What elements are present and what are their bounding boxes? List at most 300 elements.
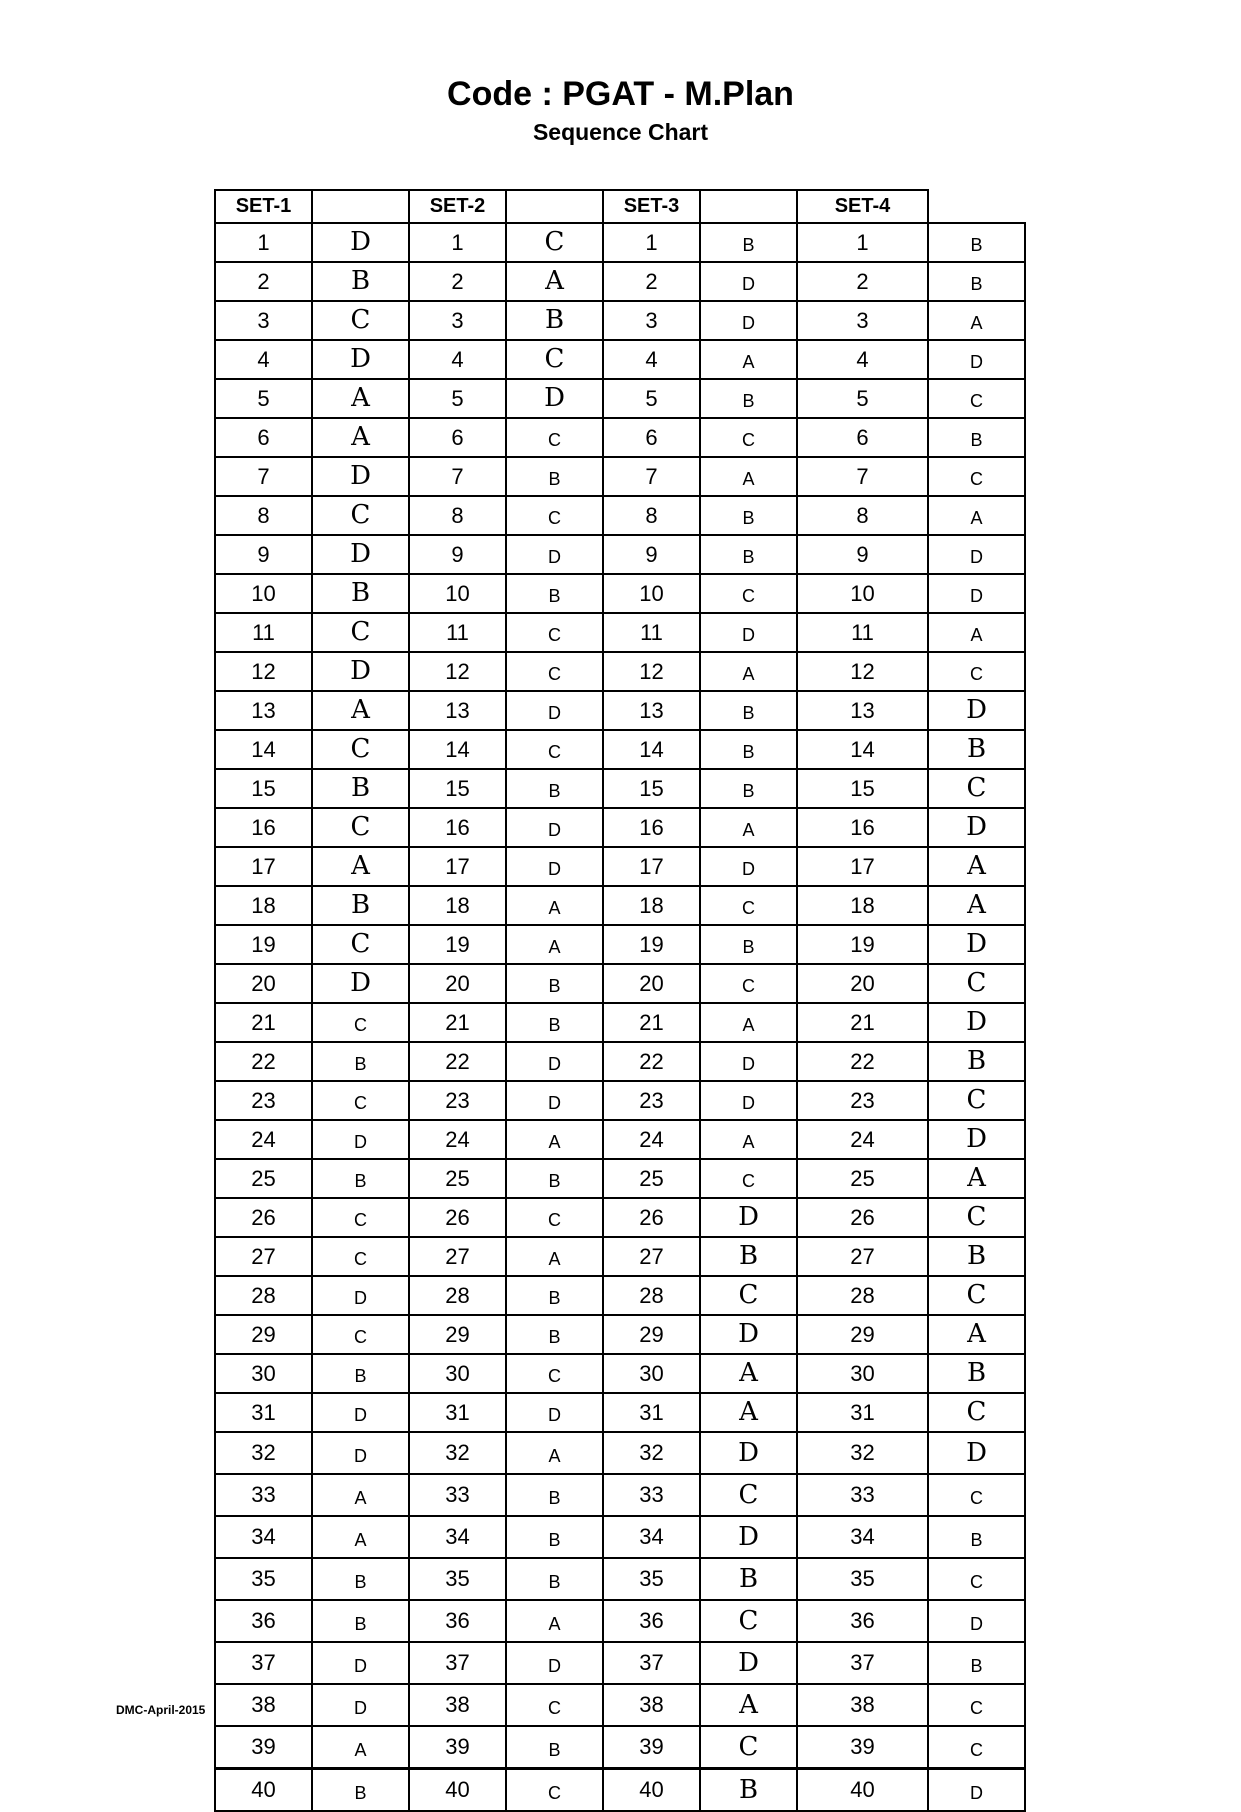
set-2-question-number: 10 [409, 574, 506, 613]
set-3-answer: B [700, 730, 797, 769]
set-2-header: SET-2 [409, 190, 506, 223]
table-row [215, 1432, 1025, 1474]
set-1-question-number: 25 [215, 1159, 312, 1198]
set-1-answer: C [312, 1315, 409, 1354]
set-2-question-number: 18 [409, 886, 506, 925]
set-2-answer: A [506, 1432, 603, 1474]
set-3-question-number: 39 [603, 1726, 700, 1769]
set-2-answer: B [506, 1315, 603, 1354]
set-1-answer: C [312, 1237, 409, 1276]
set-4-question-number: 38 [797, 1684, 928, 1726]
set-1-answer: B [312, 1600, 409, 1642]
set-3-answer: B [700, 925, 797, 964]
set-2-question-number: 24 [409, 1120, 506, 1159]
table-row [215, 1516, 1025, 1558]
set-1-answer: D [312, 535, 409, 574]
table-row [215, 1198, 1025, 1237]
set-3-question-number: 10 [603, 574, 700, 613]
set-4-question-number: 17 [797, 847, 928, 886]
set-3-question-number: 17 [603, 847, 700, 886]
set-3-question-number: 36 [603, 1600, 700, 1642]
set-1-answer: C [312, 496, 409, 535]
set-4-answer: D [928, 1003, 1025, 1042]
set-3-answer: A [700, 1354, 797, 1393]
set-2-answer: B [506, 574, 603, 613]
set-3-question-number: 4 [603, 340, 700, 379]
set-1-answer: A [312, 1474, 409, 1516]
set-3-question-number: 2 [603, 262, 700, 301]
set-4-question-number: 28 [797, 1276, 928, 1315]
set-3-question-number: 35 [603, 1558, 700, 1600]
set-2-answer: B [506, 769, 603, 808]
set-3-answer: A [700, 1393, 797, 1432]
page-subtitle: Sequence Chart [532, 119, 709, 145]
set-3-question-number: 25 [603, 1159, 700, 1198]
sequence-chart-table [214, 189, 1026, 1812]
set-1-answer: D [312, 1120, 409, 1159]
set-1-question-number: 35 [215, 1558, 312, 1600]
set-1-question-number: 2 [215, 262, 312, 301]
set-3-question-number: 6 [603, 418, 700, 457]
set-3-question-number: 30 [603, 1354, 700, 1393]
set-3-answer: D [700, 262, 797, 301]
set-2-answer: A [506, 886, 603, 925]
set-3-answer: D [700, 1081, 797, 1120]
table-row [215, 535, 1025, 574]
set-4-question-number: 10 [797, 574, 928, 613]
set-3-answer: A [700, 652, 797, 691]
set-1-answer: B [312, 886, 409, 925]
set-1-question-number: 33 [215, 1474, 312, 1516]
set-4-answer: A [928, 496, 1025, 535]
set-1-answer: B [312, 1769, 409, 1812]
set-2-question-number: 17 [409, 847, 506, 886]
set-1-header: SET-1 [215, 190, 312, 223]
set-2-answer: B [506, 1474, 603, 1516]
set-4-answer: A [928, 613, 1025, 652]
table-row [215, 925, 1025, 964]
set-4-question-number: 21 [797, 1003, 928, 1042]
table-row [215, 1120, 1025, 1159]
set-3-answer: A [700, 1120, 797, 1159]
table-row [215, 964, 1025, 1003]
table-row [215, 847, 1025, 886]
set-4-answer: A [928, 847, 1025, 886]
set-1-answer: D [312, 223, 409, 262]
set-4-answer: D [928, 1120, 1025, 1159]
set-2-question-number: 8 [409, 496, 506, 535]
set-4-question-number: 8 [797, 496, 928, 535]
set-2-answer: D [506, 691, 603, 730]
set-1-question-number: 17 [215, 847, 312, 886]
set-1-answer: A [312, 847, 409, 886]
set-3-question-number: 18 [603, 886, 700, 925]
set-1-answer: B [312, 1558, 409, 1600]
set-1-answer: D [312, 1684, 409, 1726]
table-row [215, 1600, 1025, 1642]
set-1-question-number: 37 [215, 1642, 312, 1684]
set-2-question-number: 1 [409, 223, 506, 262]
set-4-question-number: 23 [797, 1081, 928, 1120]
set-2-answer: B [506, 964, 603, 1003]
set-4-question-number: 26 [797, 1198, 928, 1237]
set-2-answer: D [506, 379, 603, 418]
set-3-question-number: 19 [603, 925, 700, 964]
set-1-answer: C [312, 808, 409, 847]
set-4-question-number: 24 [797, 1120, 928, 1159]
set-3-question-number: 33 [603, 1474, 700, 1516]
set-4-answer: A [928, 886, 1025, 925]
set-2-question-number: 28 [409, 1276, 506, 1315]
set-4-answer: C [928, 769, 1025, 808]
table-row [215, 1558, 1025, 1600]
set-1-question-number: 24 [215, 1120, 312, 1159]
set-1-question-number: 20 [215, 964, 312, 1003]
set-2-answer: D [506, 535, 603, 574]
set-1-answer: B [312, 574, 409, 613]
set-4-answer: C [928, 457, 1025, 496]
set-3-question-number: 15 [603, 769, 700, 808]
set-2-question-number: 6 [409, 418, 506, 457]
set-2-answer: D [506, 1393, 603, 1432]
set-1-answer: D [312, 964, 409, 1003]
set-2-answer: A [506, 925, 603, 964]
set-2-question-number: 30 [409, 1354, 506, 1393]
set-1-answer: A [312, 691, 409, 730]
set-3-answer: C [700, 574, 797, 613]
set-3-question-number: 23 [603, 1081, 700, 1120]
set-1-answer: D [312, 652, 409, 691]
set-1-question-number: 30 [215, 1354, 312, 1393]
set-4-answer: C [928, 379, 1025, 418]
set-3-answer: A [700, 457, 797, 496]
set-3-question-number: 40 [603, 1769, 700, 1812]
set-1-answer: D [312, 1276, 409, 1315]
set-1-question-number: 34 [215, 1516, 312, 1558]
set-2-answer: C [506, 1769, 603, 1812]
set-3-question-number: 38 [603, 1684, 700, 1726]
set-2-question-number: 5 [409, 379, 506, 418]
set-3-answer: D [700, 1315, 797, 1354]
set-2-answer: C [506, 496, 603, 535]
set-4-answer: B [928, 1042, 1025, 1081]
set-3-question-number: 1 [603, 223, 700, 262]
page-title: Code : PGAT - M.Plan [447, 75, 794, 113]
set-1-answer: D [312, 1642, 409, 1684]
set-2-answer: D [506, 1642, 603, 1684]
set-1-question-number: 4 [215, 340, 312, 379]
set-3-answer-header [700, 190, 797, 223]
set-3-question-number: 8 [603, 496, 700, 535]
set-3-answer: B [700, 769, 797, 808]
set-2-question-number: 19 [409, 925, 506, 964]
set-1-question-number: 9 [215, 535, 312, 574]
set-1-answer: C [312, 925, 409, 964]
set-3-answer: D [700, 847, 797, 886]
set-4-answer: B [928, 730, 1025, 769]
set-1-answer: A [312, 418, 409, 457]
set-2-question-number: 32 [409, 1432, 506, 1474]
set-4-question-number: 34 [797, 1516, 928, 1558]
table-row [215, 769, 1025, 808]
set-2-question-number: 9 [409, 535, 506, 574]
footer-code: DMC-April-2015 [116, 1703, 206, 1717]
set-2-answer: B [506, 1516, 603, 1558]
set-4-answer: C [928, 1393, 1025, 1432]
set-1-question-number: 1 [215, 223, 312, 262]
table-row [215, 730, 1025, 769]
set-2-question-number: 31 [409, 1393, 506, 1432]
set-4-answer: D [928, 691, 1025, 730]
set-2-question-number: 3 [409, 301, 506, 340]
set-2-question-number: 34 [409, 1516, 506, 1558]
set-2-answer: C [506, 730, 603, 769]
set-3-answer: C [700, 1159, 797, 1198]
set-3-question-number: 27 [603, 1237, 700, 1276]
set-4-question-number: 12 [797, 652, 928, 691]
set-3-answer: B [700, 1237, 797, 1276]
set-3-answer: D [700, 301, 797, 340]
table-row [215, 262, 1025, 301]
table-row [215, 574, 1025, 613]
set-2-question-number: 40 [409, 1769, 506, 1812]
set-3-answer: C [700, 1600, 797, 1642]
table-row [215, 1003, 1025, 1042]
set-1-question-number: 15 [215, 769, 312, 808]
set-4-question-number: 16 [797, 808, 928, 847]
set-3-answer: B [700, 496, 797, 535]
set-1-answer: C [312, 730, 409, 769]
set-2-question-number: 13 [409, 691, 506, 730]
set-2-answer: B [506, 1003, 603, 1042]
table-row [215, 418, 1025, 457]
set-2-question-number: 33 [409, 1474, 506, 1516]
set-4-question-number: 22 [797, 1042, 928, 1081]
set-2-answer: B [506, 457, 603, 496]
set-2-question-number: 35 [409, 1558, 506, 1600]
set-4-answer: D [928, 925, 1025, 964]
set-4-question-number: 37 [797, 1642, 928, 1684]
set-1-answer: C [312, 1198, 409, 1237]
table-row [215, 1684, 1025, 1726]
table-row [215, 1474, 1025, 1516]
set-1-question-number: 11 [215, 613, 312, 652]
set-4-answer: A [928, 1159, 1025, 1198]
set-4-answer: D [928, 808, 1025, 847]
set-3-answer: B [700, 535, 797, 574]
set-3-question-number: 37 [603, 1642, 700, 1684]
set-1-question-number: 21 [215, 1003, 312, 1042]
set-4-question-number: 6 [797, 418, 928, 457]
set-2-question-number: 4 [409, 340, 506, 379]
set-4-question-number: 30 [797, 1354, 928, 1393]
set-1-question-number: 40 [215, 1769, 312, 1812]
set-4-answer: C [928, 1684, 1025, 1726]
table-row [215, 652, 1025, 691]
set-2-answer: D [506, 808, 603, 847]
set-1-answer: C [312, 613, 409, 652]
set-3-question-number: 26 [603, 1198, 700, 1237]
set-2-question-number: 22 [409, 1042, 506, 1081]
set-2-answer: C [506, 1198, 603, 1237]
set-4-answer: D [928, 574, 1025, 613]
set-1-question-number: 12 [215, 652, 312, 691]
table-row [215, 1315, 1025, 1354]
set-2-question-number: 37 [409, 1642, 506, 1684]
set-4-question-number: 13 [797, 691, 928, 730]
set-4-question-number: 36 [797, 1600, 928, 1642]
set-2-answer: D [506, 1081, 603, 1120]
table-row [215, 1159, 1025, 1198]
set-3-answer: B [700, 379, 797, 418]
set-4-question-number: 29 [797, 1315, 928, 1354]
set-2-question-number: 23 [409, 1081, 506, 1120]
set-1-question-number: 18 [215, 886, 312, 925]
set-2-answer: D [506, 847, 603, 886]
set-4-answer-header [928, 190, 1025, 223]
set-4-answer: B [928, 1642, 1025, 1684]
set-2-answer: C [506, 223, 603, 262]
set-1-question-number: 39 [215, 1726, 312, 1769]
set-1-answer: C [312, 1003, 409, 1042]
set-2-question-number: 26 [409, 1198, 506, 1237]
table-row [215, 886, 1025, 925]
set-1-question-number: 32 [215, 1432, 312, 1474]
set-4-question-number: 7 [797, 457, 928, 496]
set-3-answer: C [700, 1276, 797, 1315]
table-row [215, 1042, 1025, 1081]
set-4-question-number: 35 [797, 1558, 928, 1600]
set-1-question-number: 36 [215, 1600, 312, 1642]
table-row [215, 301, 1025, 340]
set-2-answer: A [506, 1120, 603, 1159]
set-1-question-number: 29 [215, 1315, 312, 1354]
set-1-question-number: 19 [215, 925, 312, 964]
set-3-answer: A [700, 1003, 797, 1042]
set-3-question-number: 16 [603, 808, 700, 847]
set-1-answer: D [312, 1393, 409, 1432]
set-1-question-number: 10 [215, 574, 312, 613]
table-row [215, 613, 1025, 652]
set-3-answer: C [700, 1474, 797, 1516]
set-4-answer: A [928, 301, 1025, 340]
set-2-answer: C [506, 613, 603, 652]
set-3-question-number: 20 [603, 964, 700, 1003]
set-4-answer: C [928, 1558, 1025, 1600]
set-1-question-number: 23 [215, 1081, 312, 1120]
set-3-question-number: 34 [603, 1516, 700, 1558]
set-1-answer: B [312, 1354, 409, 1393]
set-4-answer: D [928, 535, 1025, 574]
set-1-answer: D [312, 340, 409, 379]
set-3-question-number: 29 [603, 1315, 700, 1354]
set-3-answer: C [700, 1726, 797, 1769]
set-2-answer: B [506, 301, 603, 340]
set-4-answer: C [928, 1726, 1025, 1769]
set-3-answer: D [700, 1042, 797, 1081]
set-1-answer: C [312, 301, 409, 340]
set-4-answer: C [928, 1474, 1025, 1516]
set-3-answer: C [700, 418, 797, 457]
set-1-question-number: 16 [215, 808, 312, 847]
set-4-answer: D [928, 1432, 1025, 1474]
set-1-answer: A [312, 1516, 409, 1558]
set-2-question-number: 27 [409, 1237, 506, 1276]
set-3-question-number: 3 [603, 301, 700, 340]
set-1-answer: A [312, 379, 409, 418]
set-4-question-number: 9 [797, 535, 928, 574]
set-3-question-number: 13 [603, 691, 700, 730]
set-4-question-number: 27 [797, 1237, 928, 1276]
set-2-answer: A [506, 1600, 603, 1642]
set-3-answer: C [700, 964, 797, 1003]
set-3-question-number: 21 [603, 1003, 700, 1042]
set-2-answer: B [506, 1558, 603, 1600]
set-4-question-number: 18 [797, 886, 928, 925]
set-1-question-number: 27 [215, 1237, 312, 1276]
set-4-question-number: 40 [797, 1769, 928, 1812]
set-4-question-number: 3 [797, 301, 928, 340]
set-4-answer: C [928, 1198, 1025, 1237]
set-3-question-number: 28 [603, 1276, 700, 1315]
set-1-question-number: 8 [215, 496, 312, 535]
set-4-question-number: 2 [797, 262, 928, 301]
table-row [215, 1393, 1025, 1432]
set-3-answer: A [700, 340, 797, 379]
table-row [215, 1081, 1025, 1120]
table-row [215, 1769, 1025, 1812]
set-2-answer: C [506, 1684, 603, 1726]
set-3-question-number: 24 [603, 1120, 700, 1159]
set-3-question-number: 12 [603, 652, 700, 691]
set-1-question-number: 31 [215, 1393, 312, 1432]
set-4-question-number: 4 [797, 340, 928, 379]
set-4-answer: C [928, 1081, 1025, 1120]
set-3-answer: B [700, 223, 797, 262]
set-2-answer: B [506, 1276, 603, 1315]
set-4-answer: B [928, 1516, 1025, 1558]
header-row [215, 190, 1025, 223]
set-2-question-number: 7 [409, 457, 506, 496]
set-4-answer: D [928, 1769, 1025, 1812]
set-1-question-number: 28 [215, 1276, 312, 1315]
set-3-answer: B [700, 1769, 797, 1812]
set-3-question-number: 9 [603, 535, 700, 574]
set-4-answer: D [928, 340, 1025, 379]
set-1-answer: D [312, 1432, 409, 1474]
set-3-answer: C [700, 886, 797, 925]
table-row [215, 457, 1025, 496]
set-4-answer: B [928, 1237, 1025, 1276]
set-3-answer: D [700, 1432, 797, 1474]
set-2-question-number: 20 [409, 964, 506, 1003]
set-2-question-number: 39 [409, 1726, 506, 1769]
set-3-question-number: 32 [603, 1432, 700, 1474]
set-3-answer: B [700, 691, 797, 730]
set-2-question-number: 15 [409, 769, 506, 808]
set-2-answer: A [506, 262, 603, 301]
set-3-answer: D [700, 1198, 797, 1237]
set-2-question-number: 11 [409, 613, 506, 652]
set-4-question-number: 32 [797, 1432, 928, 1474]
set-1-answer-header [312, 190, 409, 223]
set-1-answer: B [312, 1042, 409, 1081]
set-2-answer: D [506, 1042, 603, 1081]
set-4-answer: C [928, 964, 1025, 1003]
set-4-answer: C [928, 652, 1025, 691]
set-4-answer: C [928, 1276, 1025, 1315]
set-2-question-number: 14 [409, 730, 506, 769]
